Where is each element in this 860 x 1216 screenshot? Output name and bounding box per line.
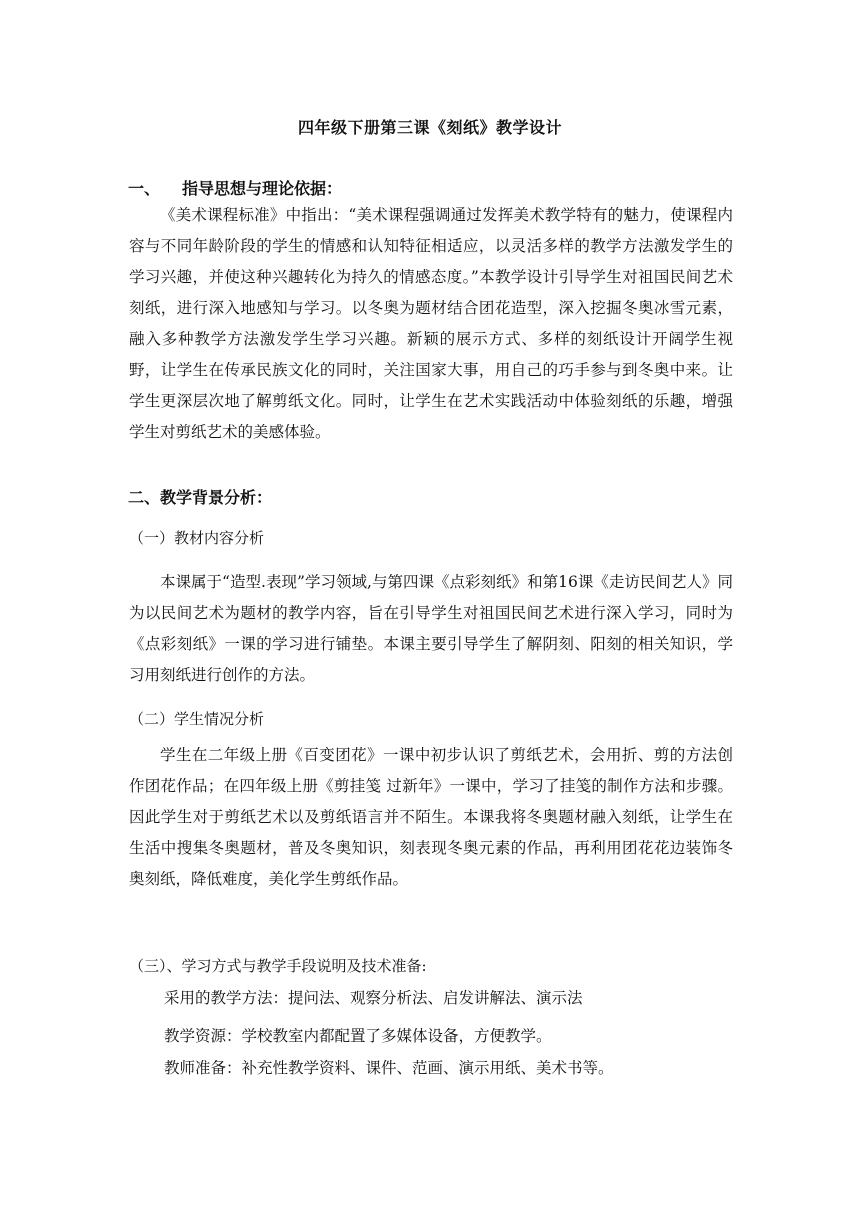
paragraph-textbook-analysis: 本课属于“造型.表现”学习领域,与第四课《点彩刻纸》和第16课《走访民间艺人》同为以民间艺术为题材的教学内容，旨在引导学生对祖国民间艺术进行深入学习，同时为《点彩刻纸》一课的学习进行铺垫。本课主要引导学生了解阴刻、阳刻的相关知识，学习用刻纸进行创作的方法。 (129, 573, 733, 684)
paragraph-student-analysis: 学生在二年级上册《百变团花》一课中初步认识了剪纸艺术，会用折、剪的方法创作团花作品；在四年级上册《剪挂笺 过新年》一课中，学习了挂笺的制作方法和步骤。因此学生对于剪纸艺术以及剪纸语言并不陌生。本课我将冬奥题材融入刻纸，让学生在生活中搜集冬奥题材，普及冬奥知识，刻表现冬奥元素的作品，再利用团花花边装饰冬奥刻纸，降低难度，美化学生剪纸作品。 (129, 746, 733, 888)
document-title: 四年级下册第三课《刻纸》教学设计 (297, 118, 562, 137)
section-heading-guiding-ideas (128, 176, 342, 199)
section-heading-background: 二、教学背景分析： (128, 488, 273, 507)
paragraph-guiding-ideas: 《美术课程标准》中指出：“美术课程强调通过发挥美术教学特有的魅力，使课程内容与不同年龄阶段的学生的情感和认知特征相适应，以灵活多样的教学方法激发学生的学习兴趣，并使这种兴趣转化为持久的情感态度。”本教学设计引导学生对祖国民间艺术刻纸，进行深入地感知与学习。以冬奥为题材结合团花造型，深入挖掘冬奥冰雪元素，融入多种教学方法激发学生学习兴趣。新颖的展示方式、多样的刻纸设计开阔学生视野，让学生在传承民族文化的同时，关注国家大事，用自己的巧手参与到冬奥中来。让学生更深层次地了解剪纸文化。同时，让学生在艺术实践活动中体验刻纸的乐趣，增强学生对剪纸艺术的美感体验。 (129, 206, 733, 441)
teaching-methods-line: 采用的教学方法：提问法、观察分析法、启发讲解法、演示法 (164, 989, 583, 1007)
subheading-learning-methods: （三）、学习方式与教学手段说明及技术准备: (129, 957, 427, 975)
teacher-preparation-line: 教师准备：补充性教学资料、课件、范画、演示用纸、美术书等。 (164, 1059, 614, 1077)
subheading-student-analysis: （二）学生情况分析 (129, 710, 265, 728)
section-number: 一、 (128, 179, 161, 198)
teaching-resources-line: 教学资源：学校教室内都配置了多媒体设备，方便教学。 (164, 1027, 552, 1045)
subheading-textbook-analysis: （一）教材内容分析 (129, 529, 265, 547)
section-heading-text: 指导思想与理论依据： (182, 179, 343, 198)
